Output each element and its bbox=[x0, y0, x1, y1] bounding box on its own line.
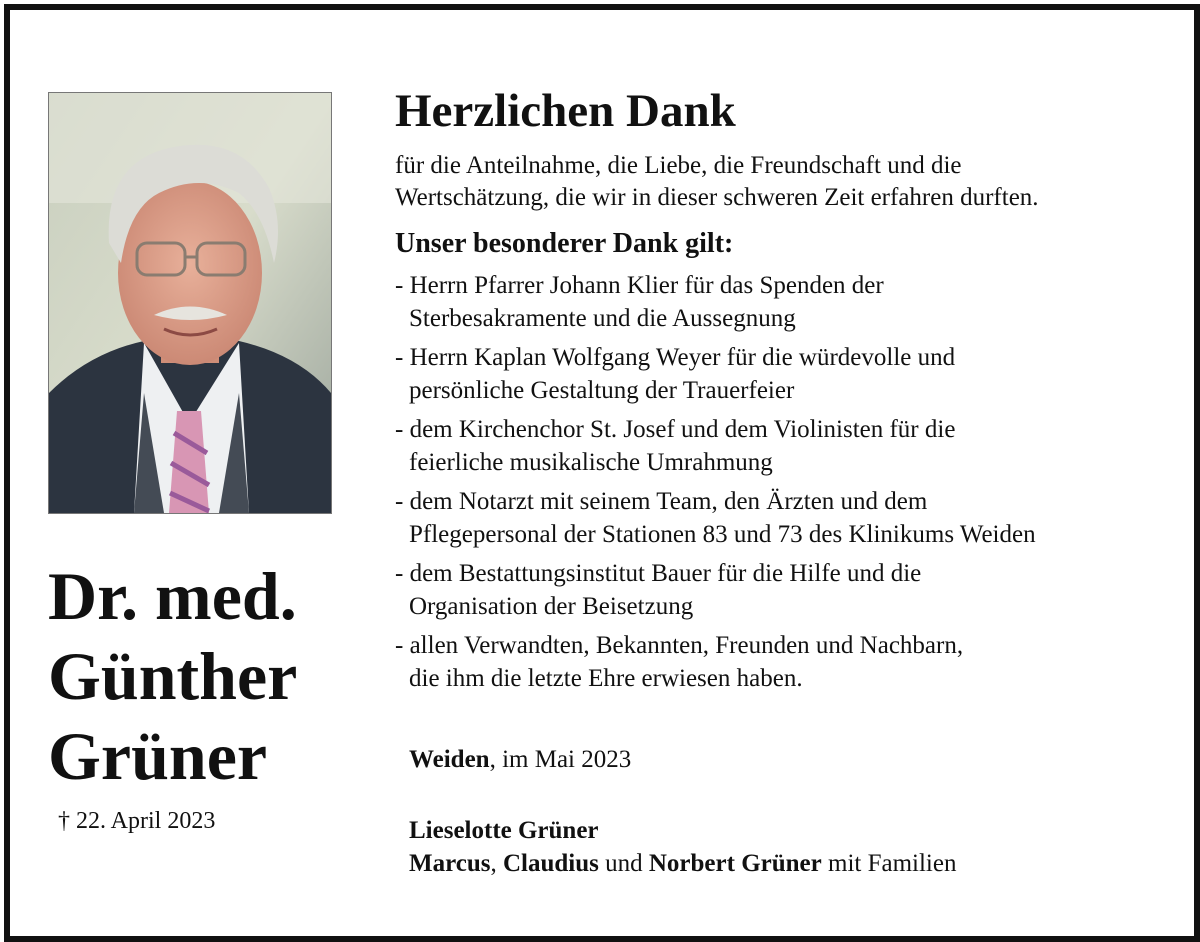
signatory-suffix: mit Familien bbox=[821, 850, 957, 877]
list-item-line: die ihm die letzte Ehre erwiesen haben. bbox=[409, 665, 803, 692]
signatory-line-2 bbox=[409, 847, 956, 880]
list-item-line: - Herrn Kaplan Wolfgang Weyer für die würdevolle und bbox=[395, 344, 956, 371]
list-item-line: Pflegepersonal der Stationen 83 und 73 des Klinikums Weiden bbox=[409, 521, 1036, 548]
place-date bbox=[409, 746, 631, 774]
list-item-line: - allen Verwandten, Bekannten, Freunden und Nachbarn, bbox=[395, 632, 964, 659]
list-item-line: Sterbesakramente und die Aussegnung bbox=[409, 305, 796, 332]
intro-text bbox=[395, 150, 1039, 214]
list-item-line: - dem Notarzt mit seinem Team, den Ärzten und dem bbox=[395, 488, 928, 515]
list-item bbox=[395, 629, 1036, 695]
name-line: Grüner bbox=[48, 718, 268, 794]
list-item bbox=[395, 269, 1036, 335]
list-item bbox=[395, 341, 1036, 407]
signatory-name: Claudius bbox=[502, 850, 599, 877]
subheading: Unser besonderer Dank gilt: bbox=[395, 228, 734, 259]
list-item bbox=[395, 557, 1036, 623]
signatories bbox=[409, 814, 956, 880]
list-item bbox=[395, 485, 1036, 551]
signatory-1: Lieselotte Grüner bbox=[409, 817, 599, 844]
name-line: Günther bbox=[48, 638, 298, 714]
list-item-line: - Herrn Pfarrer Johann Klier für das Spenden der bbox=[395, 272, 884, 299]
list-item bbox=[395, 413, 1036, 479]
name-line: Dr. med. bbox=[48, 558, 297, 634]
thanks-list bbox=[395, 269, 1036, 701]
deceased-name bbox=[48, 556, 297, 796]
intro-line: für die Anteilnahme, die Liebe, die Freundschaft und die bbox=[395, 152, 962, 179]
separator: und bbox=[598, 850, 649, 877]
portrait-photo bbox=[48, 92, 332, 514]
separator: , bbox=[490, 850, 503, 877]
list-item-line: feierliche musikalische Umrahmung bbox=[409, 449, 773, 476]
list-item-line: persönliche Gestaltung der Trauerfeier bbox=[409, 377, 795, 404]
signatory-name: Marcus bbox=[409, 850, 491, 877]
list-item-line: Organisation der Beisetzung bbox=[409, 593, 694, 620]
heading: Herzlichen Dank bbox=[395, 85, 736, 137]
list-item-line: - dem Bestattungsinstitut Bauer für die Hilfe und die bbox=[395, 560, 922, 587]
signatory-name: Norbert Grüner bbox=[648, 850, 822, 877]
portrait-image bbox=[49, 93, 331, 513]
place-date-text: , im Mai 2023 bbox=[489, 746, 632, 773]
intro-line: Wertschätzung, die wir in dieser schweren Zeit erfahren durften. bbox=[395, 184, 1039, 211]
list-item-line: - dem Kirchenchor St. Josef und dem Violinisten für die bbox=[395, 416, 956, 443]
death-date: † 22. April 2023 bbox=[58, 808, 216, 834]
place-city: Weiden bbox=[409, 746, 490, 773]
